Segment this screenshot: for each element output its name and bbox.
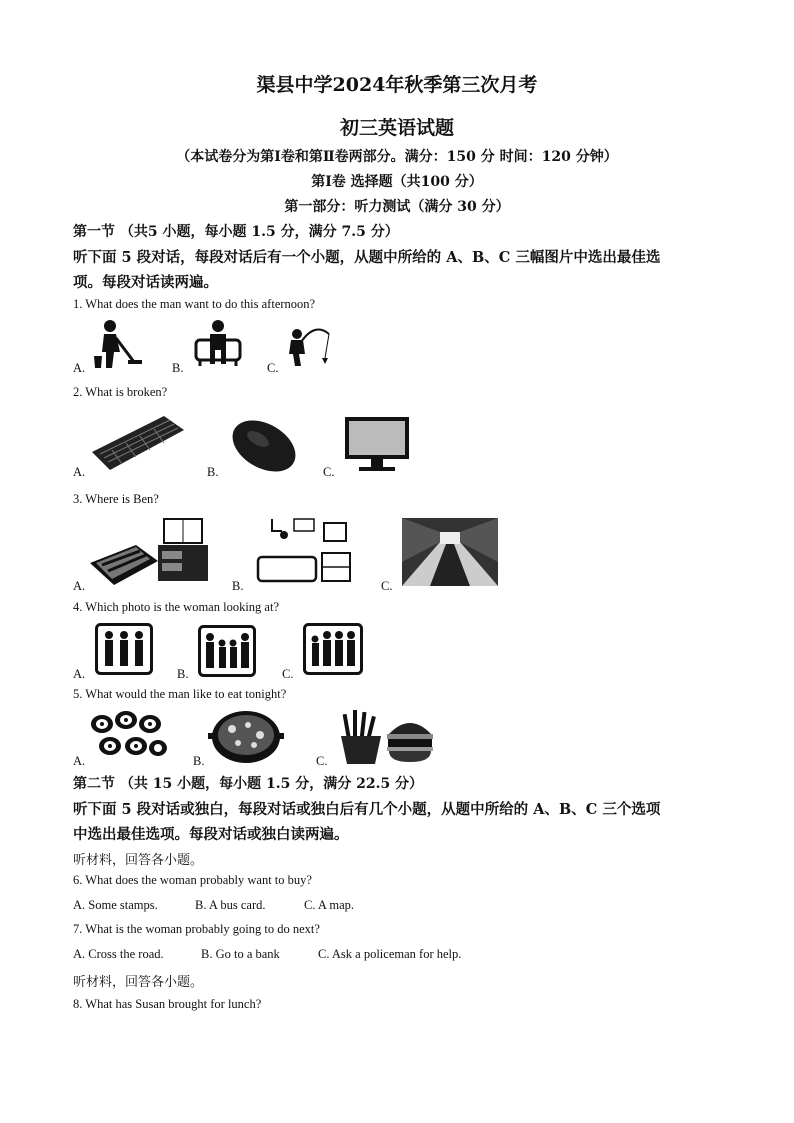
- question-3: 3. Where is Ben?: [73, 492, 159, 506]
- volume-heading: 第Ⅰ卷 选择题（共100 分）: [311, 174, 483, 190]
- q3-option-a: A.: [73, 579, 86, 593]
- q5-option-b: B.: [193, 754, 205, 768]
- question-5: 5. What would the man like to eat tonight?: [73, 687, 287, 701]
- section1-heading: 第一节 （共5 小题，每小题 1.5 分，满分 7.5 分）: [73, 224, 399, 240]
- person-on-sofa-icon: [192, 318, 244, 370]
- q1-option-c: C.: [267, 361, 279, 375]
- question-2: 2. What is broken?: [73, 385, 168, 399]
- section1-instruction-2: 项。每段对话读两遍。: [73, 274, 218, 291]
- family-photo-2-icon: [198, 625, 256, 677]
- q6-option-a: A. Some stamps.: [73, 898, 158, 912]
- question-1: 1. What does the man want to do this afternoon?: [73, 297, 316, 311]
- q3-option-b: B.: [232, 579, 244, 593]
- person-fishing-icon: [285, 322, 333, 370]
- q2-option-c: C.: [323, 465, 335, 479]
- section2-heading: 第二节 （共 15 小题，每小题 1.5 分，满分 22.5 分）: [73, 776, 424, 792]
- section1-instruction-1: 听下面 5 段对话，每段对话后有一个小题，从题中所给的 A、B、C 三幅图片中选出最佳选: [73, 249, 661, 266]
- section2-instruction-1: 听下面 5 段对话或独白，每段对话或独白后有几个小题，从题中所给的 A、B、C 三个选项: [73, 801, 661, 818]
- bedroom-icon: [88, 515, 210, 587]
- listening-prompt-1: 听材料，回答各小题。: [73, 852, 204, 867]
- exam-title: 渠县中学2024年秋季第三次月考: [256, 74, 538, 96]
- q1-option-b: B.: [172, 361, 184, 375]
- listening-prompt-2: 听材料，回答各小题。: [73, 974, 204, 989]
- q6-option-b: B. A bus card.: [195, 898, 266, 912]
- keyboard-icon: [86, 412, 186, 474]
- q5-option-c: C.: [316, 754, 328, 768]
- question-8: 8. What has Susan brought for lunch?: [73, 997, 262, 1011]
- q4-option-a: A.: [73, 667, 86, 681]
- q6-option-c: C. A map.: [304, 898, 355, 912]
- q4-option-b: B.: [177, 667, 189, 681]
- question-7: 7. What is the woman probably going to do next?: [73, 922, 320, 936]
- mouse-icon: [228, 415, 300, 477]
- fries-icon: [337, 710, 385, 766]
- q7-option-a: A. Cross the road.: [73, 947, 164, 961]
- hotpot-icon: [208, 705, 284, 767]
- exam-note: （本试卷分为第Ⅰ卷和第Ⅱ卷两部分。满分：150 分 时间：120 分钟）: [176, 149, 618, 165]
- q2-option-a: A.: [73, 465, 86, 479]
- part-heading: 第一部分：听力测试（满分 30 分）: [284, 199, 510, 215]
- q4-option-c: C.: [282, 667, 294, 681]
- q2-option-b: B.: [207, 465, 219, 479]
- burger-icon: [385, 714, 435, 764]
- section2-instruction-2: 中选出最佳选项。每段对话或独白读两遍。: [73, 826, 349, 843]
- monitor-icon: [343, 415, 411, 475]
- q5-option-a: A.: [73, 754, 86, 768]
- question-4: 4. Which photo is the woman looking at?: [73, 600, 279, 614]
- hallway-icon: [402, 518, 498, 586]
- family-photo-1-icon: [95, 623, 153, 675]
- family-photo-3-icon: [303, 623, 363, 675]
- q7-option-c: C. Ask a policeman for help.: [318, 947, 462, 961]
- bathroom-icon: [252, 515, 362, 587]
- q3-option-c: C.: [381, 579, 393, 593]
- q1-option-a: A.: [73, 361, 86, 375]
- mopping-person-icon: [92, 318, 144, 370]
- exam-subtitle: 初三英语试题: [339, 117, 454, 139]
- question-6: 6. What does the woman probably want to buy?: [73, 873, 312, 887]
- sushi-icon: [88, 710, 168, 760]
- q7-option-b: B. Go to a bank: [201, 947, 280, 961]
